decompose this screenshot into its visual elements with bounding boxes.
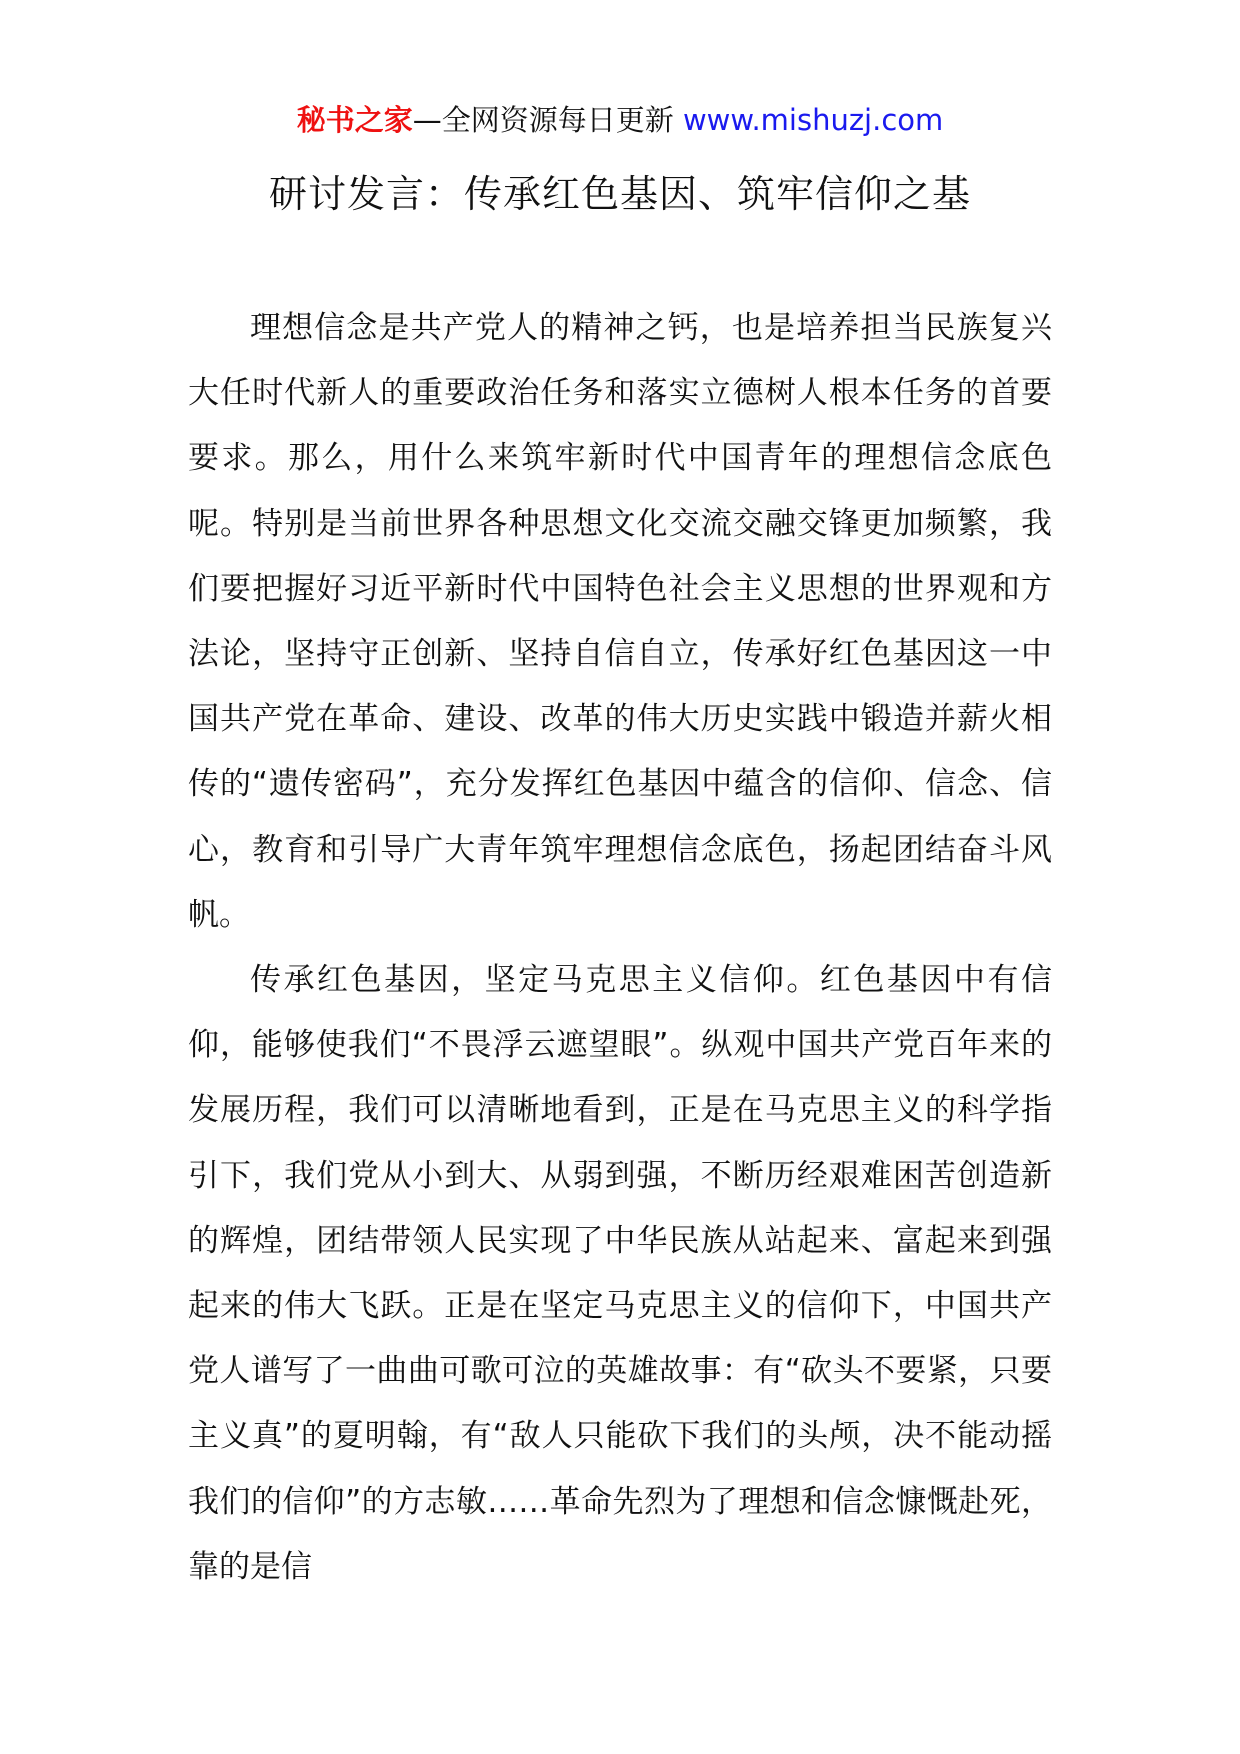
document-body: [188, 296, 1052, 1600]
site-header: [0, 100, 1240, 140]
paragraph: 理想信念是共产党人的精神之钙，也是培养担当民族复兴大任时代新人的重要政治任务和落实立德树人根本任务的首要要求。那么，用什么来筑牢新时代中国青年的理想信念底色呢。特别是当前世界各种思想文化交流交融交锋更加频繁，我们要把握好习近平新时代中国特色社会主义思想的世界观和方法论，坚持守正创新、坚持自信自立，传承好红色基因这一中国共产党在革命、建设、改革的伟大历史实践中锻造并薪火相传的“遗传密码”，充分发挥红色基因中蕴含的信仰、信念、信心，教育和引导广大青年筑牢理想信念底色，扬起团结奋斗风帆。: [188, 310, 1052, 933]
header-tagline: —全网资源每日更新: [412, 103, 683, 137]
paragraph: 传承红色基因，坚定马克思主义信仰。红色基因中有信仰，能够使我们“不畏浮云遮望眼”。纵观中国共产党百年来的发展历程，我们可以清晰地看到，正是在马克思主义的科学指引下，我们党从小到大、从弱到强，不断历经艰难困苦创造新的辉煌，团结带领人民实现了中华民族从站起来、富起来到强起来的伟大飞跃。正是在坚定马克思主义的信仰下，中国共产党人谱写了一曲曲可歌可泣的英雄故事：有“砍头不要紧，只要主义真”的夏明翰，有“敌人只能砍下我们的头颅，决不能动摇我们的信仰”的方志敏……革命先烈为了理想和信念慷慨赴死，靠的是信: [188, 962, 1052, 1585]
site-url-link[interactable]: www.mishuzj.com: [682, 103, 944, 137]
brand-name: 秘书之家: [296, 103, 413, 137]
page-title: 研讨发言：传承红色基因、筑牢信仰之基: [268, 172, 971, 216]
